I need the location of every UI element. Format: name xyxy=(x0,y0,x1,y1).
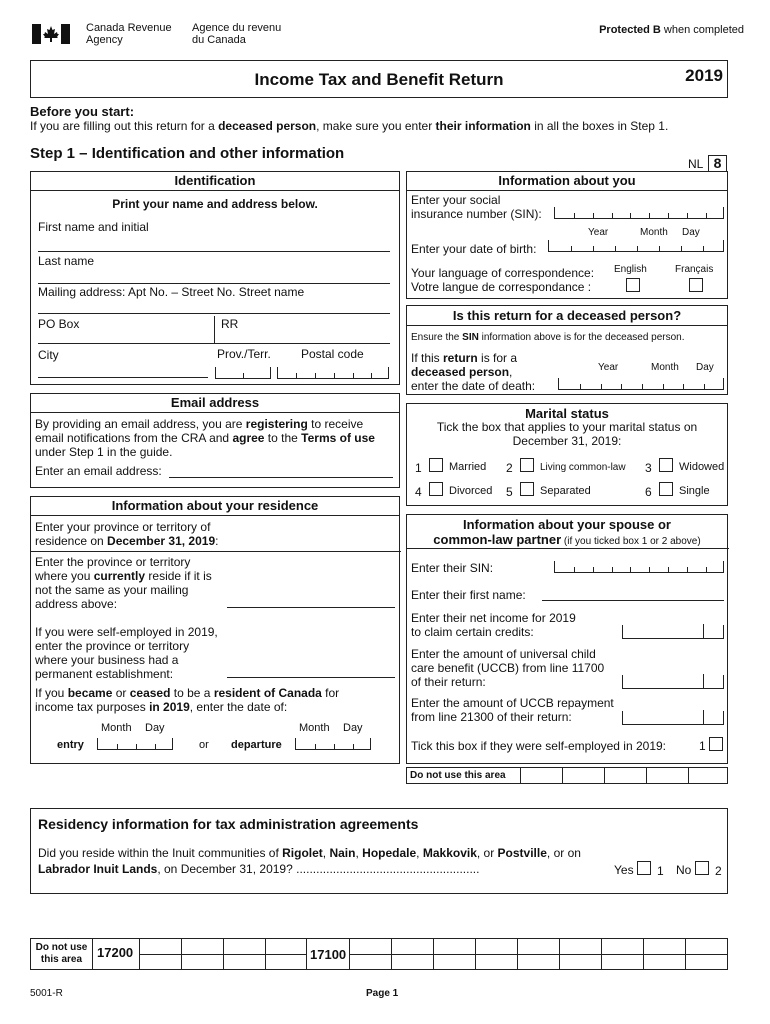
mailing-address-field[interactable] xyxy=(38,298,390,314)
marital-instruction: Tick the box that applies to your marital status on December 31, 2019: xyxy=(436,420,698,448)
business-province-field[interactable] xyxy=(227,664,395,678)
deceased-instruction: If this return is for a deceased person, enter the date of death: xyxy=(411,351,536,393)
marital-opt4-num: 4 xyxy=(415,485,422,499)
last-name-field[interactable] xyxy=(38,268,390,284)
spouse-header-2: common-law partner (if you ticked box 1 or 2 above) xyxy=(433,532,701,547)
protected-b-label: Protected B when completed xyxy=(599,24,744,36)
entry-month-label: Month xyxy=(101,722,132,734)
marital-opt2-num: 2 xyxy=(506,461,513,475)
divorced-label: Divorced xyxy=(449,485,493,497)
title-box xyxy=(30,60,728,98)
dob-month-label: Month xyxy=(640,227,668,238)
spouse-section xyxy=(406,514,728,764)
email-section xyxy=(30,393,400,488)
form-number: 5001-R xyxy=(30,988,63,999)
do-not-use-label: Do not use this area xyxy=(410,770,506,781)
single-checkbox[interactable] xyxy=(659,482,673,496)
sin-field[interactable] xyxy=(554,207,724,219)
spouse-uccb-repayment-field[interactable] xyxy=(622,711,724,725)
spouse-first-name-field[interactable] xyxy=(542,587,724,601)
entry-day-label: Day xyxy=(145,722,165,734)
residence-section xyxy=(30,496,400,764)
spouse-uccb-repayment-label: Enter the amount of UCCB repayment from line 21300 of their return: xyxy=(411,696,614,724)
residence-q4: If you became or ceased to be a resident of Canada for income tax purposes in 2019, enter the date of: xyxy=(35,686,340,714)
separated-label: Separated xyxy=(540,485,591,497)
english-checkbox[interactable] xyxy=(626,278,640,292)
email-consent-text: By providing an email address, you are registering to receive email notifications from the CRA and agree to the Terms of use under Step 1 in the guide. xyxy=(35,417,375,459)
spouse-net-income-field[interactable] xyxy=(622,625,724,639)
dob-field[interactable] xyxy=(548,240,724,252)
form-title: Income Tax and Benefit Return xyxy=(254,70,504,89)
departure-label: departure xyxy=(231,739,282,751)
residency-header: Residency information for tax administration agreements xyxy=(38,816,419,832)
deceased-section xyxy=(406,305,728,395)
email-field[interactable] xyxy=(169,462,393,478)
agency-name-fr: Agence du revenu du Canada xyxy=(192,22,282,46)
spouse-sin-label: Enter their SIN: xyxy=(411,561,494,575)
residency-yes-checkbox[interactable] xyxy=(637,861,651,875)
spouse-self-employed-num: 1 xyxy=(699,739,706,753)
marital-opt3-num: 3 xyxy=(645,461,652,475)
prov-label: Prov./Terr. xyxy=(217,347,271,361)
do-not-use-table-label: Do not use this area xyxy=(35,942,88,965)
page-number: Page 1 xyxy=(366,988,399,999)
about-you-section xyxy=(406,171,728,299)
first-name-label: First name and initial xyxy=(38,220,149,234)
step1-heading: Step 1 – Identification and other information xyxy=(30,145,345,162)
divorced-checkbox[interactable] xyxy=(429,482,443,496)
separated-checkbox[interactable] xyxy=(520,482,534,496)
agency-name-en: Canada Revenue Agency xyxy=(86,22,172,46)
code-17200: 17200 xyxy=(97,945,134,960)
marital-header: Marital status xyxy=(525,406,609,421)
email-label: Enter an email address: xyxy=(35,464,162,478)
spouse-self-employed-checkbox[interactable] xyxy=(709,737,723,751)
residence-header: Information about your residence xyxy=(31,497,399,516)
widowed-checkbox[interactable] xyxy=(659,458,673,472)
postal-code-label: Postal code xyxy=(301,347,364,361)
married-checkbox[interactable] xyxy=(429,458,443,472)
entry-date-field[interactable] xyxy=(97,738,173,750)
city-label: City xyxy=(38,348,59,362)
email-header: Email address xyxy=(31,394,399,413)
residency-question-line1: Did you reside within the Inuit communities of Rigolet, Nain, Hopedale, Makkovik, or Postville, or on xyxy=(38,846,581,860)
marital-opt1-num: 1 xyxy=(415,461,422,475)
deceased-ensure-text: Ensure the SIN information above is for the deceased person. xyxy=(411,332,685,343)
death-year-label: Year xyxy=(598,362,619,373)
language-label: Your language of correspondence: Votre langue de correspondance : xyxy=(411,266,595,294)
entry-label: entry xyxy=(57,739,84,751)
mailing-address-label: Mailing address: Apt No. – Street No. Street name xyxy=(38,285,305,299)
residency-question-line2: Labrador Inuit Lands, on December 31, 2019? ....................................................... xyxy=(38,862,480,876)
marital-opt6-num: 6 xyxy=(645,485,652,499)
identification-header: Identification xyxy=(31,172,399,191)
po-box-field[interactable] xyxy=(38,328,390,344)
code-17100: 17100 xyxy=(310,947,347,962)
widowed-label: Widowed xyxy=(679,461,725,473)
residency-no-num: 2 xyxy=(715,864,722,878)
before-start-heading: Before you start: xyxy=(30,104,135,119)
current-province-field[interactable] xyxy=(227,594,395,608)
rr-label: RR xyxy=(221,317,239,331)
before-start-text: If you are filling out this return for a deceased person, make sure you enter their information in all the boxes in Step 1. xyxy=(30,119,669,133)
married-label: Married xyxy=(449,461,487,473)
spouse-uccb-label: Enter the amount of universal child care benefit (UCCB) from line 11700 of their return: xyxy=(411,647,605,689)
residency-agreements-section xyxy=(30,808,728,894)
dob-label: Enter your date of birth: xyxy=(411,242,537,256)
single-label: Single xyxy=(679,485,710,497)
nl-code-box: 8 xyxy=(708,155,727,172)
do-not-use-area-step1 xyxy=(406,767,728,784)
marital-opt5-num: 5 xyxy=(506,485,513,499)
dob-day-label: Day xyxy=(682,227,700,238)
residence-q2: Enter the province or territory where you currently reside if it is not the same as your mailing address above: xyxy=(35,555,212,611)
residency-yes-label: Yes xyxy=(614,863,634,877)
about-you-header: Information about you xyxy=(407,172,727,191)
spouse-net-income-label: Enter their net income for 2019 to claim certain credits: xyxy=(411,611,576,639)
form-year: 2019 xyxy=(685,66,723,85)
francais-checkbox[interactable] xyxy=(689,278,703,292)
prov-field[interactable] xyxy=(215,367,271,379)
sin-label: Enter your social insurance number (SIN): xyxy=(411,193,542,221)
francais-label: Français xyxy=(675,264,714,275)
residence-q3: If you were self-employed in 2019, enter the province or territory where your business had a permanent establishment: xyxy=(35,625,218,681)
postal-code-field[interactable] xyxy=(277,367,389,379)
departure-day-label: Day xyxy=(343,722,363,734)
spouse-self-employed-label: Tick this box if they were self-employed in 2019: xyxy=(411,739,667,753)
nl-label: NL xyxy=(688,157,704,171)
death-month-label: Month xyxy=(651,362,679,373)
spouse-uccb-field[interactable] xyxy=(622,675,724,689)
marital-section xyxy=(406,403,728,506)
death-date-field[interactable] xyxy=(558,378,724,390)
residency-yes-num: 1 xyxy=(657,864,664,878)
departure-date-field[interactable] xyxy=(295,738,371,750)
print-instruction: Print your name and address below. xyxy=(112,197,318,211)
canada-flag-logo xyxy=(32,24,70,44)
common-law-checkbox[interactable] xyxy=(520,458,534,472)
po-box-label: PO Box xyxy=(38,317,80,331)
do-not-use-table xyxy=(30,938,728,970)
death-day-label: Day xyxy=(696,362,714,373)
residency-no-label: No xyxy=(676,863,692,877)
common-law-label: Living common-law xyxy=(540,462,626,473)
english-label: English xyxy=(614,264,647,275)
spouse-sin-field[interactable] xyxy=(554,561,724,573)
city-field[interactable] xyxy=(38,362,208,378)
deceased-header: Is this return for a deceased person? xyxy=(407,306,727,326)
departure-month-label: Month xyxy=(299,722,330,734)
residence-q1: Enter your province or territory of residence on December 31, 2019: xyxy=(35,520,219,548)
spouse-header-1: Information about your spouse or xyxy=(462,517,671,532)
dob-year-label: Year xyxy=(588,227,609,238)
last-name-label: Last name xyxy=(38,254,95,268)
or-label: or xyxy=(199,739,209,751)
spouse-first-name-label: Enter their first name: xyxy=(411,588,526,602)
identification-section xyxy=(30,171,400,385)
first-name-field[interactable] xyxy=(38,236,390,252)
residency-no-checkbox[interactable] xyxy=(695,861,709,875)
